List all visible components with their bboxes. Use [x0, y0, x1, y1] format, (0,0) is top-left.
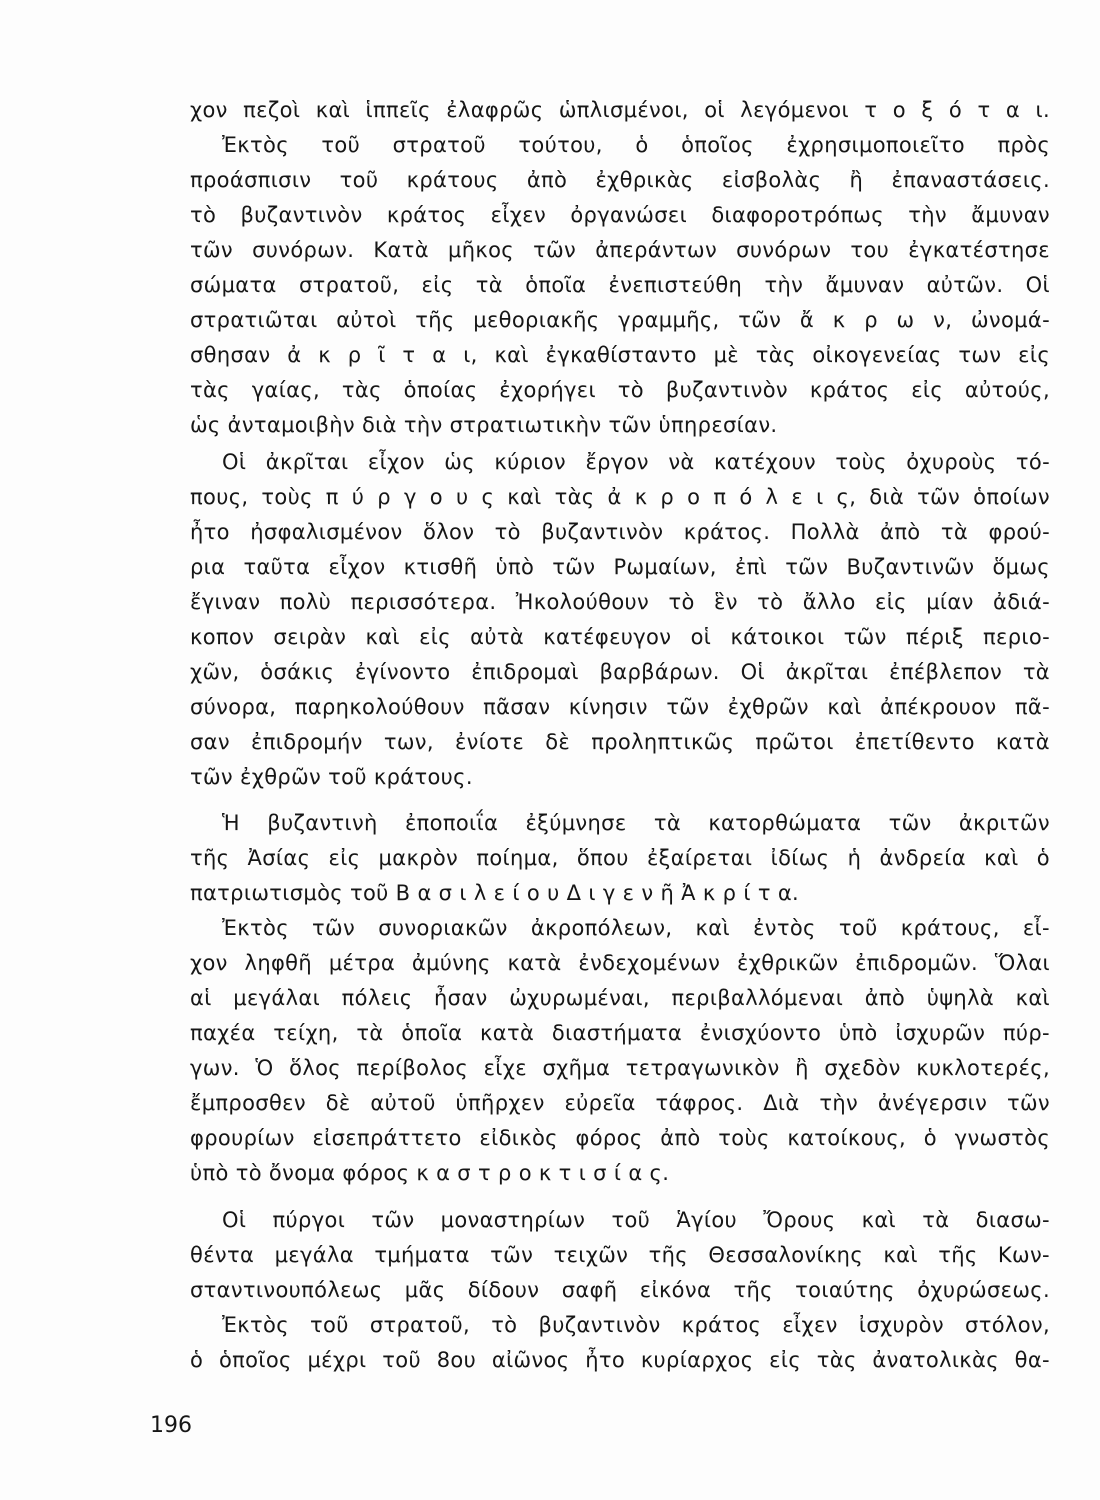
text-line: σώματα στρατοῦ, εἰς τὰ ὁποῖα ἐνεπιστεύθη τὴν ἄμυναν αὐτῶν. Οἱ	[190, 273, 1050, 297]
text-line: σαν ἐπιδρομήν των, ἐνίοτε δὲ προληπτικῶς πρῶτοι ἐπετίθεντο κατὰ	[190, 730, 1050, 754]
text-line: Οἱ πύργοι τῶν μοναστηρίων τοῦ Ἁγίου Ὄρους καὶ τὰ διασω-	[222, 1208, 1050, 1232]
text-line: χον ληφθῆ μέτρα ἀμύνης κατὰ ἐνδεχομένων ἐχθρικῶν ἐπιδρομῶν. Ὅλαι	[190, 951, 1050, 975]
text-line: πους, τοὺς π ύ ρ γ ο υ ς καὶ τὰς ἀ κ ρ ο π ό λ ε ι ς, διὰ τῶν ὁποίων	[190, 485, 1050, 509]
text-line: σύνορα, παρηκολούθουν πᾶσαν κίνησιν τῶν ἐχθρῶν καὶ ἀπέκρουον πᾶ-	[190, 695, 1050, 719]
text-line: φρουρίων εἰσεπράττετο εἰδικὸς φόρος ἀπὸ τοὺς κατοίκους, ὁ γνωστὸς	[190, 1126, 1050, 1150]
text-line: πατριωτισμὸς τοῦ Β α σ ι λ ε ί ο υ Δ ι γ ε ν ῆ Ἀ κ ρ ί τ α.	[190, 881, 800, 905]
text-line: ἔγιναν πολὺ περισσότερα. Ἠκολούθουν τὸ ἓν τὸ ἄλλο εἰς μίαν ἀδιά-	[190, 590, 1050, 614]
text-line: Ἐκτὸς τοῦ στρατοῦ, τὸ βυζαντινὸν κράτος εἶχεν ἰσχυρὸν στόλον,	[222, 1313, 1050, 1337]
text-line: ἔμπροσθεν δὲ αὐτοῦ ὑπῆρχεν εὐρεῖα τάφρος. Διὰ τὴν ἀνέγερσιν τῶν	[190, 1091, 1050, 1115]
text-line: ἦτο ἠσφαλισμένον ὅλον τὸ βυζαντινὸν κράτος. Πολλὰ ἀπὸ τὰ φρού-	[190, 520, 1050, 544]
text-line: προάσπισιν τοῦ κράτους ἀπὸ ἐχθρικὰς εἰσβολὰς ἢ ἐπαναστάσεις.	[190, 168, 1050, 192]
text-line: θέντα μεγάλα τμήματα τῶν τειχῶν τῆς Θεσσαλονίκης καὶ τῆς Κων-	[190, 1243, 1050, 1267]
text-line: ὁ ὁποῖος μέχρι τοῦ 8ου αἰῶνος ἦτο κυρίαρχος εἰς τὰς ἀνατολικὰς θα-	[190, 1348, 1050, 1372]
text-line: τῶν συνόρων. Κατὰ μῆκος τῶν ἀπεράντων συνόρων του ἐγκατέστησε	[190, 238, 1050, 262]
text-line: στρατιῶται αὐτοὶ τῆς μεθοριακῆς γραμμῆς, τῶν ἄ κ ρ ω ν, ὠνομά-	[190, 308, 1050, 332]
text-line: Ἡ βυζαντινὴ ἐποποιΐα ἐξύμνησε τὰ κατορθώματα τῶν ἀκριτῶν	[222, 811, 1050, 835]
text-line: γων. Ὁ ὅλος περίβολος εἶχε σχῆμα τετραγωνικὸν ἢ σχεδὸν κυκλοτερές,	[190, 1056, 1050, 1080]
text-line: σθησαν ἀ κ ρ ῖ τ α ι, καὶ ἐγκαθίσταντο μὲ τὰς οἰκογενείας των εἰς	[190, 343, 1050, 367]
text-line: ὑπὸ τὸ ὄνομα φόρος κ α σ τ ρ ο κ τ ι σ ί α ς.	[190, 1161, 670, 1185]
text-line: τὸ βυζαντινὸν κράτος εἶχεν ὀργανώσει διαφοροτρόπως τὴν ἄμυναν	[190, 203, 1050, 227]
text-line: τῶν ἐχθρῶν τοῦ κράτους.	[190, 765, 473, 789]
text-line: Οἱ ἀκρῖται εἶχον ὡς κύριον ἔργον νὰ κατέχουν τοὺς ὀχυροὺς τό-	[222, 450, 1050, 474]
text-line: τὰς γαίας, τὰς ὁποίας ἐχορήγει τὸ βυζαντινὸν κράτος εἰς αὐτούς,	[190, 378, 1050, 402]
text-line: χῶν, ὁσάκις ἐγίνοντο ἐπιδρομαὶ βαρβάρων. Οἱ ἀκρῖται ἐπέβλεπον τὰ	[190, 660, 1050, 684]
text-line: Ἐκτὸς τῶν συνοριακῶν ἀκροπόλεων, καὶ ἐντὸς τοῦ κράτους, εἶ-	[222, 916, 1050, 940]
text-line: Ἐκτὸς τοῦ στρατοῦ τούτου, ὁ ὁποῖος ἐχρησιμοποιεῖτο πρὸς	[222, 133, 1050, 157]
text-line: παχέα τείχη, τὰ ὁποῖα κατὰ διαστήματα ἐνισχύοντο ὑπὸ ἰσχυρῶν πύρ-	[190, 1021, 1050, 1045]
text-line: σταντινουπόλεως μᾶς δίδουν σαφῆ εἰκόνα τῆς τοιαύτης ὀχυρώσεως.	[190, 1278, 1050, 1302]
text-line: αἱ μεγάλαι πόλεις ἦσαν ὠχυρωμέναι, περιβαλλόμεναι ἀπὸ ὑψηλὰ καὶ	[190, 986, 1050, 1010]
page-number: 196	[150, 1413, 192, 1438]
text-line: ρια ταῦτα εἶχον κτισθῆ ὑπὸ τῶν Ρωμαίων, ἐπὶ τῶν Βυζαντινῶν ὅμως	[190, 555, 1050, 579]
text-line: ὡς ἀνταμοιβὴν διὰ τὴν στρατιωτικὴν τῶν ὑπηρεσίαν.	[190, 413, 778, 437]
text-line: τῆς Ἀσίας εἰς μακρὸν ποίημα, ὅπου ἐξαίρεται ἰδίως ἡ ἀνδρεία καὶ ὁ	[190, 846, 1050, 870]
text-line: κοπον σειρὰν καὶ εἰς αὐτὰ κατέφευγον οἱ κάτοικοι τῶν πέριξ περιο-	[190, 625, 1050, 649]
text-line: χον πεζοὶ καὶ ἱππεῖς ἐλαφρῶς ὡπλισμένοι, οἱ λεγόμενοι τ ο ξ ό τ α ι.	[190, 98, 1050, 122]
